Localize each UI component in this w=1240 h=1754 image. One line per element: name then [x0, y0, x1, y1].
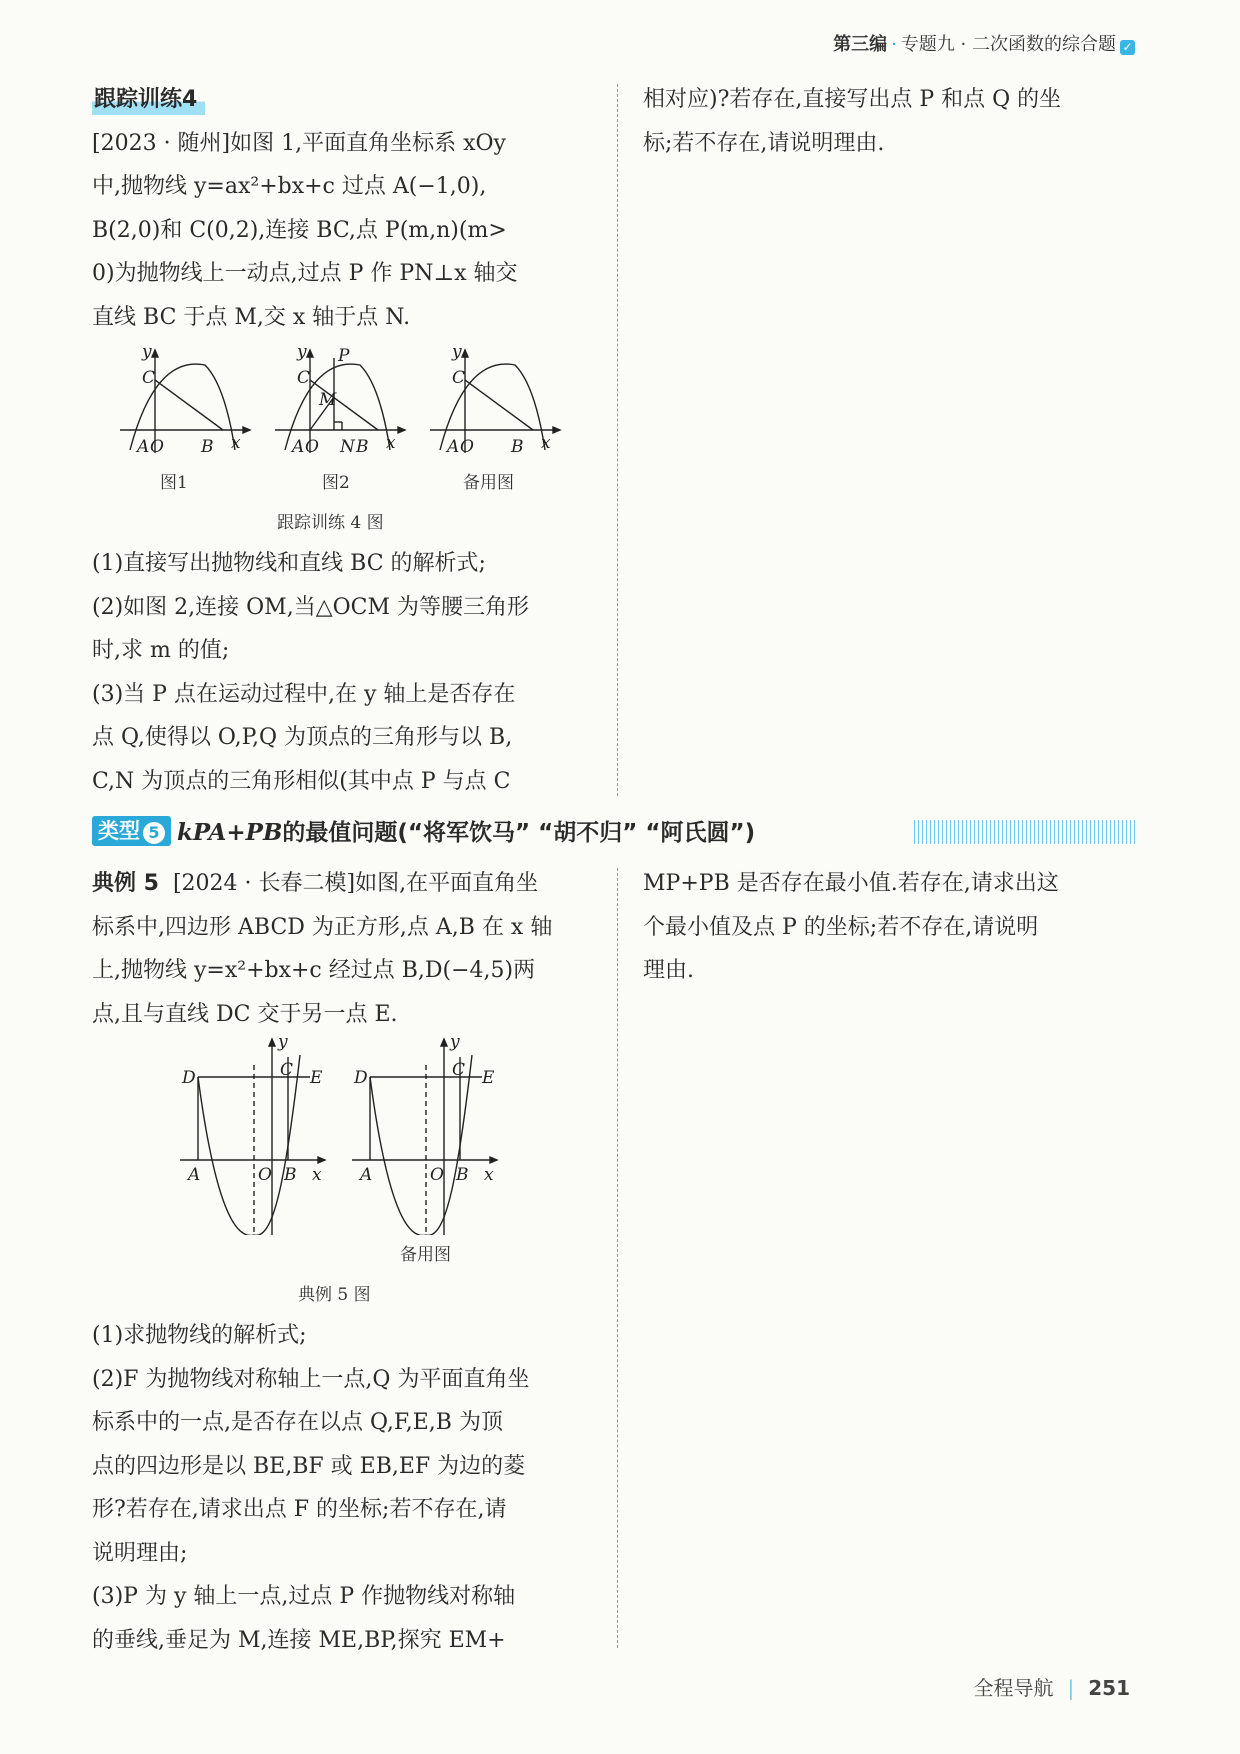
- question-line: (2)如图 2,连接 OM,当△OCM 为等腰三角形: [92, 594, 530, 620]
- label-x: x: [386, 433, 396, 453]
- example-questions: [92, 1314, 602, 1662]
- label-x: x: [541, 433, 551, 453]
- question-line: 点的四边形是以 BE,BF 或 EB,EF 为边的菱: [92, 1453, 526, 1479]
- label-y: y: [450, 1035, 460, 1052]
- check-icon: ✓: [1120, 40, 1135, 55]
- continued-line: 理由.: [643, 958, 694, 983]
- type-heading: [92, 814, 1136, 848]
- label-O: O: [460, 437, 474, 457]
- continued-line: 标;若不存在,请说明理由.: [643, 130, 885, 156]
- label-E: E: [482, 1068, 495, 1088]
- tracking-questions: [92, 542, 602, 803]
- type-badge: [92, 816, 171, 846]
- label-C: C: [452, 368, 466, 388]
- figure-caption: 典例 5 图: [298, 1285, 371, 1305]
- continued-line: 相对应)?若存在,直接写出点 P 和点 Q 的坐: [643, 87, 1062, 112]
- label-E: E: [310, 1068, 323, 1088]
- tracking-right-column: [643, 78, 1153, 165]
- label-y: y: [452, 345, 462, 362]
- label-A: A: [292, 437, 305, 457]
- label-B: B: [201, 437, 214, 457]
- figure-label: 备用图: [400, 1245, 451, 1265]
- type-badge-label: 类型: [98, 818, 140, 843]
- continued-line: 个最小值及点 P 的坐标;若不存在,请说明: [643, 914, 1039, 940]
- example-figures: [170, 1035, 510, 1235]
- question-line: (3)当 P 点在运动过程中,在 y 轴上是否存在: [92, 681, 516, 707]
- label-O: O: [430, 1165, 444, 1185]
- question-line: (1)直接写出抛物线和直线 BC 的解析式;: [92, 551, 486, 576]
- label-B: B: [356, 437, 369, 457]
- tracking-title: 跟踪训练4: [92, 85, 205, 115]
- label-N: N: [340, 437, 355, 457]
- label-y: y: [278, 1035, 288, 1052]
- question-line: 说明理由;: [92, 1540, 188, 1566]
- tracking-left-column: [92, 78, 602, 339]
- example-line: 点,且与直线 DC 交于另一点 E.: [92, 1001, 398, 1027]
- label-O: O: [150, 437, 164, 457]
- label-O: O: [258, 1165, 272, 1185]
- label-A: A: [188, 1165, 201, 1185]
- label-A: A: [137, 437, 150, 457]
- question-line: (1)求抛物线的解析式;: [92, 1323, 307, 1348]
- label-D: D: [182, 1068, 196, 1088]
- label-x: x: [484, 1165, 494, 1185]
- label-O: O: [305, 437, 319, 457]
- question-line: 点 Q,使得以 O,P,Q 为顶点的三角形与以 B,: [92, 725, 513, 750]
- column-divider: [617, 868, 618, 1648]
- label-y: y: [297, 345, 307, 362]
- example-right-column: [643, 862, 1153, 993]
- question-line: C,N 为顶点的三角形相似(其中点 P 与点 C: [92, 768, 511, 794]
- figure-label: 图1: [160, 473, 188, 493]
- header-topic: 专题九 · 二次函数的综合题: [900, 34, 1116, 55]
- figure-label: 图2: [322, 473, 350, 493]
- question-line: 时,求 m 的值;: [92, 638, 230, 663]
- header-part: 第三编: [833, 34, 888, 55]
- figure-caption: 跟踪训练 4 图: [277, 513, 384, 533]
- label-C: C: [142, 368, 156, 388]
- example-left-column: [92, 862, 602, 1036]
- continued-line: MP+PB 是否存在最小值.若存在,请求出这: [643, 871, 1059, 896]
- label-C: C: [297, 368, 311, 388]
- label-A: A: [447, 437, 460, 457]
- figure-label: 备用图: [463, 473, 514, 493]
- example-line: 上,抛物线 y=x²+bx+c 经过点 B,D(−4,5)两: [92, 958, 536, 983]
- decorative-stripes: [914, 820, 1136, 844]
- question-line: (2)F 为抛物线对称轴上一点,Q 为平面直角坐: [92, 1366, 530, 1392]
- label-C: C: [452, 1060, 466, 1080]
- label-A: A: [360, 1165, 373, 1185]
- tracking-line: [2023 · 随州]如图 1,平面直角坐标系 xOy: [92, 130, 506, 156]
- question-line: (3)P 为 y 轴上一点,过点 P 作抛物线对称轴: [92, 1584, 516, 1609]
- question-line: 的垂线,垂足为 M,连接 ME,BP,探究 EM+: [92, 1627, 506, 1653]
- label-B: B: [511, 437, 524, 457]
- tracking-line: 中,抛物线 y=ax²+bx+c 过点 A(−1,0),: [92, 174, 487, 199]
- label-D: D: [354, 1068, 368, 1088]
- label-P: P: [338, 346, 350, 366]
- type-number: 5: [143, 822, 165, 844]
- example-line: [2024 · 长春二模]如图,在平面直角坐: [172, 871, 539, 896]
- question-line: 形?若存在,请求出点 F 的坐标;若不存在,请: [92, 1497, 507, 1522]
- example-label: 典例 5: [92, 871, 159, 896]
- footer-book: 全程导航: [973, 1676, 1054, 1700]
- column-divider: [617, 84, 618, 796]
- label-B: B: [284, 1165, 297, 1185]
- tracking-line: 直线 BC 于点 M,交 x 轴于点 N.: [92, 304, 411, 330]
- tracking-line: 0)为抛物线上一动点,过点 P 作 PN⊥x 轴交: [92, 261, 518, 286]
- type-title-text: 的最值问题(“将军饮马” “胡不归” “阿氏圆”): [282, 820, 756, 846]
- label-y: y: [142, 345, 152, 362]
- label-x: x: [231, 433, 241, 453]
- type-title: [177, 814, 755, 847]
- type-title-math: kPA+PB: [177, 819, 283, 846]
- header-separator: ·: [891, 34, 897, 55]
- question-line: 标系中的一点,是否存在以点 Q,F,E,B 为顶: [92, 1410, 503, 1435]
- page-footer: [974, 1672, 1131, 1701]
- example-line: 标系中,四边形 ABCD 为正方形,点 A,B 在 x 轴: [92, 914, 553, 940]
- footer-separator: |: [1067, 1676, 1075, 1700]
- label-C: C: [280, 1060, 294, 1080]
- tracking-figures: [110, 345, 580, 460]
- tracking-line: B(2,0)和 C(0,2),连接 BC,点 P(m,n)(m>: [92, 217, 507, 243]
- page-header: [833, 30, 1135, 56]
- page-number: 251: [1088, 1676, 1130, 1700]
- label-M: M: [319, 390, 337, 410]
- label-x: x: [312, 1165, 322, 1185]
- label-B: B: [456, 1165, 469, 1185]
